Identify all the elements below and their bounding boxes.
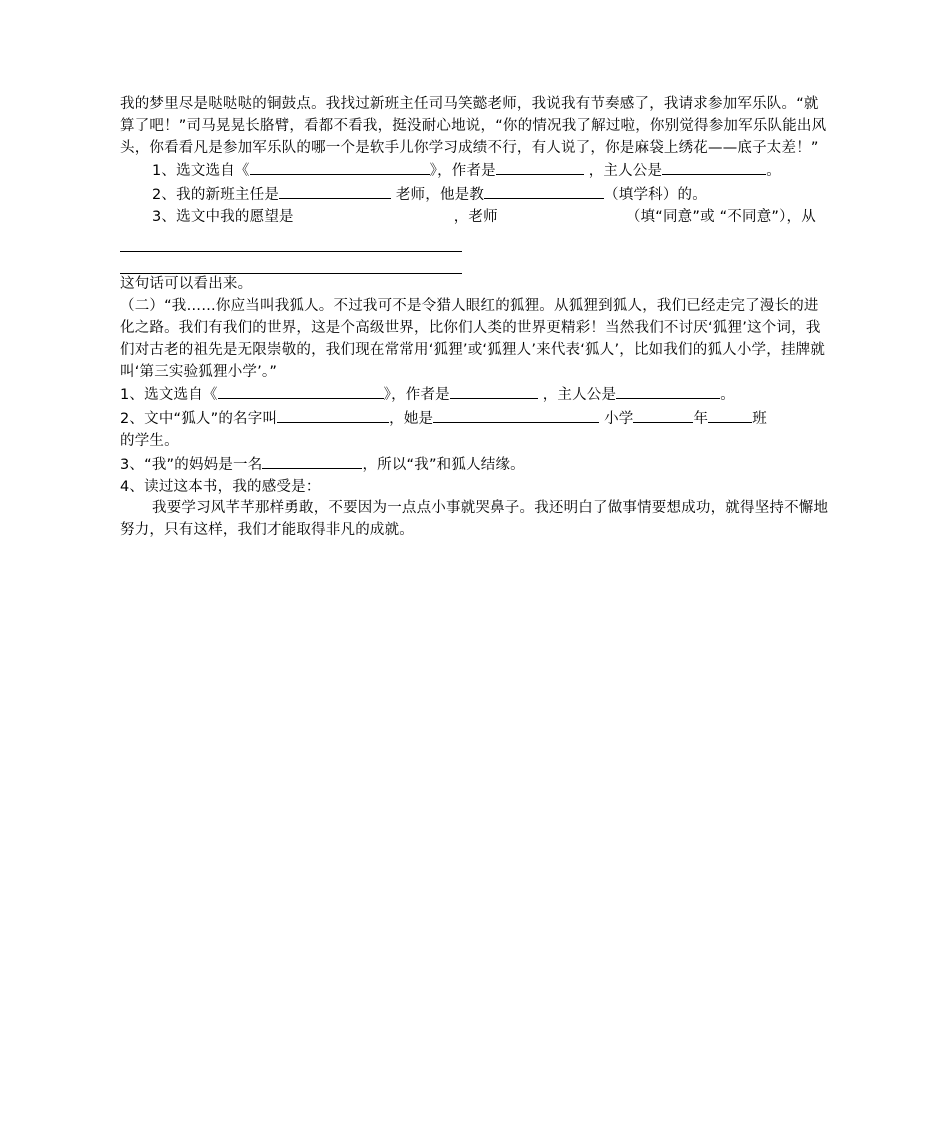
answer-blank[interactable] <box>262 453 362 469</box>
q-text: 的学生。 <box>120 432 179 449</box>
answer-line[interactable] <box>120 252 462 275</box>
answer-blank[interactable] <box>633 407 693 423</box>
q-text: 。 <box>766 163 781 180</box>
worksheet-page <box>120 94 832 542</box>
q-text: 年 <box>693 411 709 428</box>
q-text: 3、选文中我的愿望是 <box>152 208 294 225</box>
answer-blank[interactable] <box>708 407 752 423</box>
question-2-1 <box>120 383 832 407</box>
q-text: （填学科）的。 <box>604 187 707 204</box>
question-2-3 <box>120 453 832 477</box>
q-text: 。 <box>720 387 735 404</box>
answer-text: 我要学习风芊芊那样勇敢，不要因为一点点小事就哭鼻子。我还明白了做事情要想成功，就得坚持不懈地努力，只有这样，我们才能取得非凡的成就。 <box>120 500 829 539</box>
question-2-2 <box>120 407 832 453</box>
question-1-3-end: 这句话可以看出来。 <box>120 276 253 293</box>
passage-1: 我的梦里尽是哒哒哒的铜鼓点。我找过新班主任司马笑懿老师，我说我有节奏感了，我请求参加军乐队。“就算了吧！”司马晃晃长胳臂，看都不看我，挺没耐心地说，“你的情况我了解过啦，你别觉得参加军乐队能出风头，你看看凡是参加军乐队的哪一个是软手儿你学习成绩不行，有人说了，你是麻袋上绣花——底子太差！” <box>120 96 827 156</box>
answer-blank[interactable] <box>616 383 720 399</box>
q-text: 1、选文选自《 <box>120 387 218 404</box>
q-text: ，她是 <box>389 411 434 428</box>
q-text: 》，作者是 <box>429 163 496 180</box>
passage-2: （二）“我……你应当叫我狐人。不过我可不是令猎人眼红的狐狸。从狐狸到狐人，我们已经走完了漫长的进化之路。我们有我们的世界，这是个高级世界，比你们人类的世界更精彩！当然我们不讨厌‘狐狸’这个词，我们对古老的祖先是无限崇敬的，我们现在常常用‘狐狸’或‘狐狸人’来代表‘狐人’，比如我们的狐人小学，挂牌就叫‘第三实验狐狸小学’。” <box>120 298 826 380</box>
question-1-1 <box>120 159 832 183</box>
question-1-2 <box>120 183 832 207</box>
q-text: 班 <box>752 411 767 428</box>
q-text: 2、文中“狐人”的名字叫 <box>120 411 278 428</box>
q-text: （填“同意”或 “不同意”），从 <box>625 208 816 225</box>
answer-blank[interactable] <box>250 159 430 175</box>
q-text: ，所以“我”和狐人结缘。 <box>362 456 525 473</box>
answer-blank[interactable] <box>433 407 599 423</box>
answer-blank[interactable] <box>218 383 384 399</box>
answer-blank[interactable] <box>279 183 391 199</box>
answer-blank[interactable] <box>277 407 389 423</box>
q-text: 小学 <box>604 411 634 428</box>
q-text: 老师，他是教 <box>395 187 485 204</box>
answer-blank[interactable] <box>662 159 766 175</box>
q-text: 1、选文选自《 <box>152 163 250 180</box>
q-text: 2、我的新班主任是 <box>152 187 280 204</box>
question-2-4: 4、读过这本书，我的感受是： <box>120 478 321 495</box>
question-1-3 <box>120 207 832 229</box>
q-text: ，老师 <box>453 208 498 225</box>
q-text: 3、“我”的妈妈是一名 <box>120 456 263 473</box>
q-text: 》，作者是 <box>383 387 450 404</box>
answer-blank[interactable] <box>496 159 584 175</box>
q-text: ，主人公是 <box>588 163 663 180</box>
answer-blank[interactable] <box>450 383 538 399</box>
answer-line[interactable] <box>120 229 462 252</box>
q-text: ，主人公是 <box>542 387 617 404</box>
answer-blank[interactable] <box>484 183 604 199</box>
